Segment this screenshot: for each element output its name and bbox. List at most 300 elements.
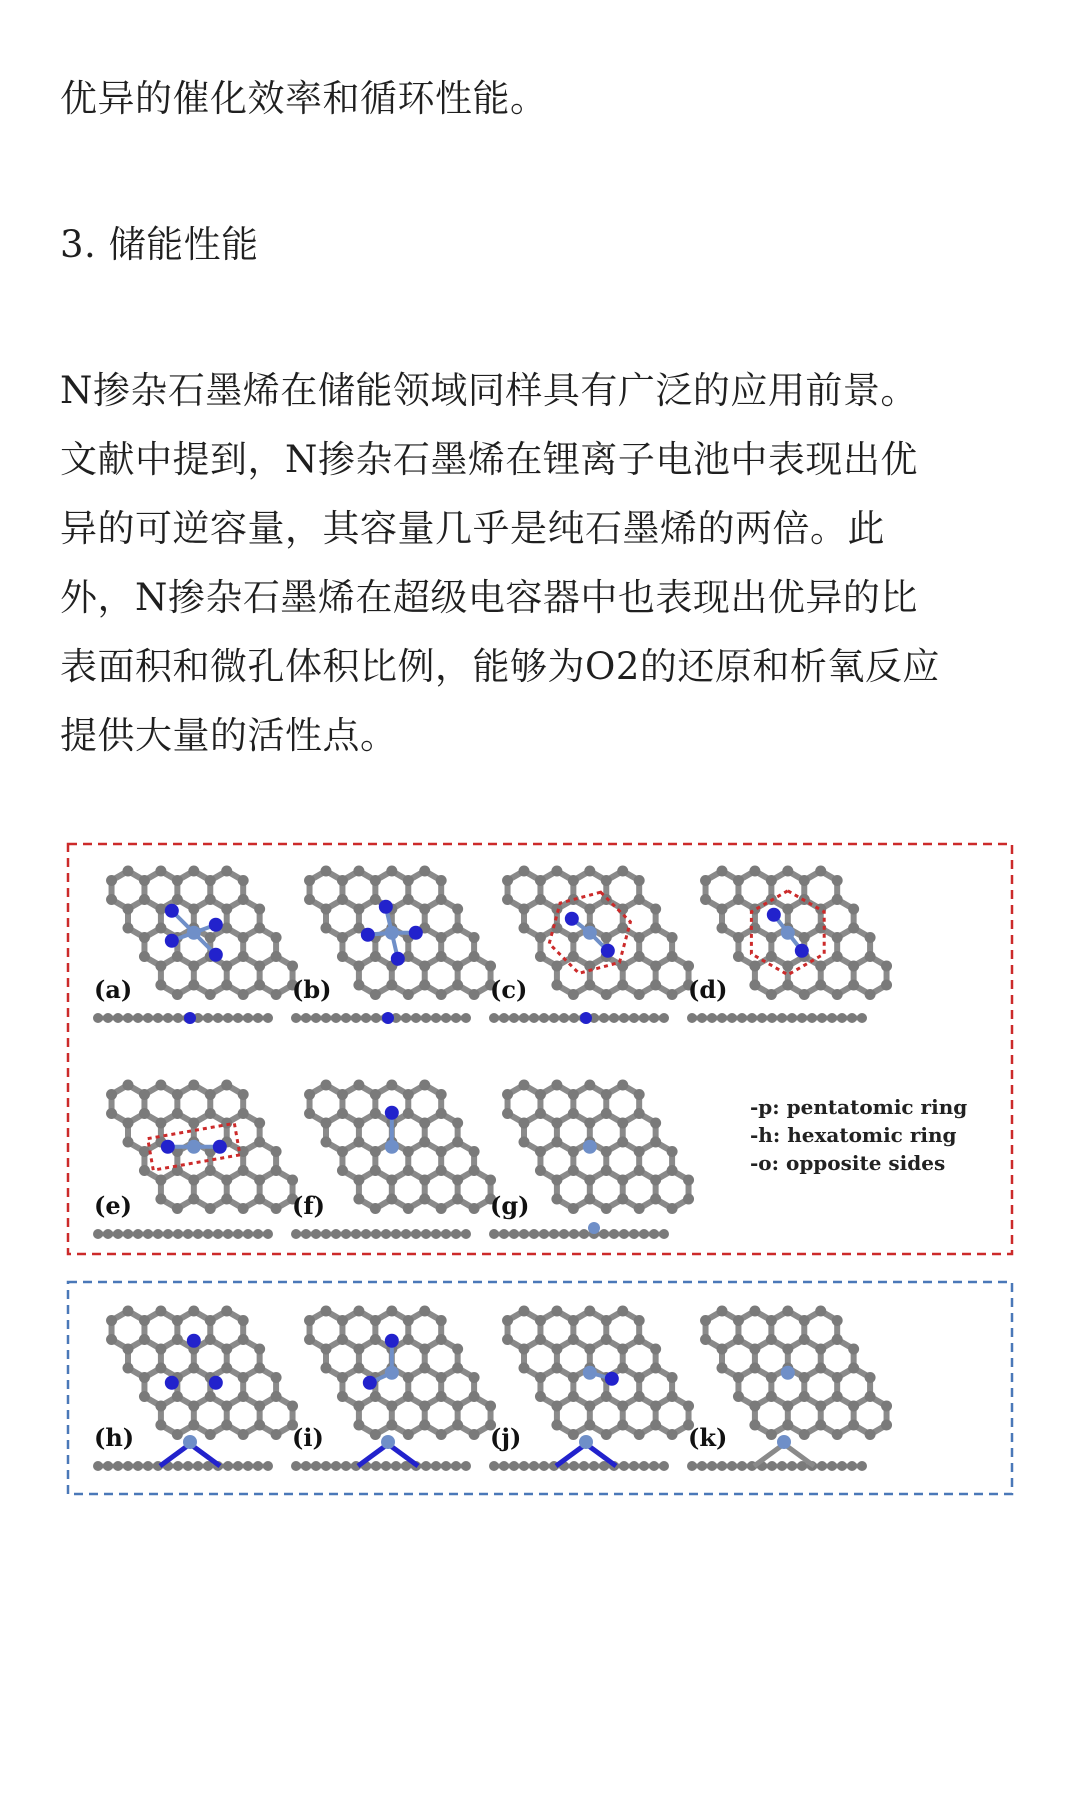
carbon-atom [386, 1306, 397, 1317]
carbon-atom [403, 1334, 414, 1345]
carbon-atom [667, 1391, 678, 1402]
carbon-atom [337, 1089, 348, 1100]
carbon-atom [370, 1108, 381, 1119]
carbon-atom [205, 1429, 216, 1440]
side-view-atom [193, 1229, 203, 1239]
side-view-atom [707, 1013, 717, 1023]
carbon-atom [617, 1194, 628, 1205]
side-view-atom [411, 1229, 421, 1239]
carbon-atom [155, 1118, 166, 1129]
side-view-atom [499, 1461, 509, 1471]
carbon-atom [188, 1363, 199, 1374]
nitrogen-atom [165, 904, 179, 918]
carbon-atom [321, 1080, 332, 1091]
carbon-atom [519, 1344, 530, 1355]
carbon-atom [568, 1165, 579, 1176]
carbon-atom [254, 904, 265, 915]
carbon-atom [205, 989, 216, 1000]
carbon-atom [139, 1315, 150, 1326]
carbon-atom [749, 1401, 760, 1412]
carbon-atom [601, 1429, 612, 1440]
carbon-atom [584, 1118, 595, 1129]
metal-atom [583, 926, 597, 940]
side-view-atom [609, 1013, 619, 1023]
panel-label: (f) [292, 1191, 326, 1220]
carbon-atom [403, 875, 414, 886]
carbon-atom [749, 1344, 760, 1355]
carbon-atom [650, 1118, 661, 1129]
nitrogen-atom [385, 1334, 399, 1348]
carbon-atom [733, 875, 744, 886]
structure-panel [489, 1306, 694, 1472]
side-view-atom [659, 1013, 669, 1023]
carbon-atom [502, 1334, 513, 1345]
side-view-atom [163, 1013, 173, 1023]
carbon-atom [353, 1363, 364, 1374]
carbon-atom [535, 875, 546, 886]
carbon-atom [601, 1315, 612, 1326]
carbon-atom [766, 951, 777, 962]
carbon-atom [254, 980, 265, 991]
carbon-atom [782, 961, 793, 972]
metal-atom [385, 1140, 399, 1154]
carbon-atom [221, 1118, 232, 1129]
carbon-atom [535, 1334, 546, 1345]
carbon-atom [172, 1203, 183, 1214]
carbon-atom [370, 1391, 381, 1402]
carbon-atom [353, 1175, 364, 1186]
carbon-atom [700, 1315, 711, 1326]
side-view-atom [341, 1461, 351, 1471]
nitrogen-atom [361, 928, 375, 942]
side-view-atom [717, 1013, 727, 1023]
carbon-atom [469, 1165, 480, 1176]
carbon-atom [568, 951, 579, 962]
panel-label: (b) [292, 975, 332, 1004]
side-view-atom [451, 1013, 461, 1023]
carbon-atom [436, 894, 447, 905]
side-view-atom [539, 1229, 549, 1239]
nitrogen-atom [161, 1140, 175, 1154]
metal-atom [385, 1366, 399, 1380]
carbon-atom [436, 1334, 447, 1345]
carbon-atom [106, 1315, 117, 1326]
carbon-atom [650, 923, 661, 934]
carbon-atom [832, 1334, 843, 1345]
figure-svg [60, 836, 1020, 1616]
side-view-atom [163, 1229, 173, 1239]
carbon-atom [551, 1080, 562, 1091]
side-view-atom [123, 1013, 133, 1023]
carbon-atom [172, 894, 183, 905]
carbon-atom [370, 1315, 381, 1326]
side-view-atom [263, 1013, 273, 1023]
carbon-atom [304, 1089, 315, 1100]
carbon-atom [419, 980, 430, 991]
carbon-atom [782, 980, 793, 991]
carbon-atom [568, 989, 579, 1000]
carbon-atom [155, 1420, 166, 1431]
carbon-atom [386, 1420, 397, 1431]
carbon-atom [617, 1137, 628, 1148]
carbon-atom [717, 1344, 728, 1355]
carbon-atom [353, 1344, 364, 1355]
carbon-atom [650, 904, 661, 915]
structure-panel [489, 1080, 694, 1240]
side-view-atom [253, 1229, 263, 1239]
carbon-atom [221, 1420, 232, 1431]
side-view-atom [103, 1229, 113, 1239]
side-view-atom [93, 1461, 103, 1471]
carbon-atom [337, 1146, 348, 1157]
carbon-atom [353, 1194, 364, 1205]
carbon-atom [551, 1137, 562, 1148]
carbon-atom [155, 1175, 166, 1186]
carbon-atom [370, 1334, 381, 1345]
side-view-atom [431, 1013, 441, 1023]
structure-panel [687, 1306, 892, 1472]
carbon-atom [403, 1165, 414, 1176]
side-view-atom [837, 1461, 847, 1471]
carbon-atom [766, 1372, 777, 1383]
carbon-atom [337, 1391, 348, 1402]
legend-item-p: -p: pentatomic ring [750, 1095, 968, 1119]
carbon-atom [650, 1363, 661, 1374]
side-view-atom [421, 1461, 431, 1471]
carbon-atom [865, 932, 876, 943]
carbon-atom [683, 1175, 694, 1186]
carbon-atom [238, 1203, 249, 1214]
side-view-atom [697, 1013, 707, 1023]
carbon-atom [634, 1334, 645, 1345]
carbon-atom [238, 1165, 249, 1176]
carbon-atom [634, 951, 645, 962]
side-view-atom [827, 1013, 837, 1023]
side-view-atom [757, 1013, 767, 1023]
side-view-atom [263, 1461, 273, 1471]
carbon-atom [634, 894, 645, 905]
carbon-atom [634, 1315, 645, 1326]
carbon-atom [155, 1306, 166, 1317]
structure-panel [291, 1080, 496, 1240]
side-view-atom [767, 1461, 777, 1471]
side-view-atom [143, 1229, 153, 1239]
carbon-atom [519, 1137, 530, 1148]
carbon-atom [782, 1420, 793, 1431]
carbon-atom [419, 1306, 430, 1317]
carbon-atom [419, 1137, 430, 1148]
metal-atom [781, 1366, 795, 1380]
side-view-atom [797, 1013, 807, 1023]
carbon-atom [865, 1372, 876, 1383]
carbon-atom [337, 1108, 348, 1119]
carbon-atom [848, 980, 859, 991]
carbon-atom [617, 866, 628, 877]
carbon-atom [436, 1203, 447, 1214]
carbon-atom [139, 894, 150, 905]
carbon-atom [601, 1165, 612, 1176]
carbon-atom [321, 1137, 332, 1148]
side-view-atom [361, 1229, 371, 1239]
carbon-atom [254, 961, 265, 972]
carbon-atom [123, 866, 134, 877]
carbon-atom [419, 1175, 430, 1186]
carbon-atom [848, 1344, 859, 1355]
body-paragraph [60, 356, 1020, 770]
structure-panel [93, 1080, 298, 1240]
carbon-atom [370, 1089, 381, 1100]
side-view-atom [659, 1461, 669, 1471]
side-view-atom [301, 1013, 311, 1023]
carbon-atom [881, 980, 892, 991]
side-view-atom [193, 1461, 203, 1471]
nitrogen-atom [209, 918, 223, 932]
carbon-atom [717, 866, 728, 877]
carbon-atom [766, 1315, 777, 1326]
carbon-atom [535, 1391, 546, 1402]
side-view-atom [431, 1229, 441, 1239]
carbon-atom [568, 1429, 579, 1440]
nitrogen-atom [601, 944, 615, 958]
carbon-atom [865, 1429, 876, 1440]
carbon-atom [188, 904, 199, 915]
carbon-atom [403, 1089, 414, 1100]
side-view-atom [133, 1461, 143, 1471]
carbon-atom [584, 904, 595, 915]
side-view-atom [499, 1229, 509, 1239]
side-view-atom [441, 1461, 451, 1471]
carbon-atom [452, 1118, 463, 1129]
carbon-atom [205, 1334, 216, 1345]
carbon-atom [551, 961, 562, 972]
carbon-atom [304, 894, 315, 905]
carbon-atom [733, 951, 744, 962]
carbon-atom [386, 1401, 397, 1412]
structure-panel [687, 866, 892, 1024]
side-view-atom [203, 1013, 213, 1023]
carbon-atom [766, 1429, 777, 1440]
carbon-atom [617, 1080, 628, 1091]
carbon-atom [469, 951, 480, 962]
carbon-atom [766, 875, 777, 886]
carbon-atom [238, 1089, 249, 1100]
side-view-atom [569, 1229, 579, 1239]
carbon-atom [386, 866, 397, 877]
carbon-atom [221, 980, 232, 991]
carbon-atom [799, 1334, 810, 1345]
panel-label: (c) [490, 975, 528, 1004]
carbon-atom [667, 951, 678, 962]
paragraph-line: N掺杂石墨烯在储能领域同样具有广泛的应用前景。 [60, 369, 918, 412]
carbon-atom [766, 1334, 777, 1345]
carbon-atom [337, 1372, 348, 1383]
carbon-atom [799, 875, 810, 886]
carbon-atom [799, 932, 810, 943]
carbon-atom [155, 961, 166, 972]
carbon-atom [568, 1089, 579, 1100]
side-view-atom [103, 1013, 113, 1023]
carbon-atom [188, 1175, 199, 1186]
carbon-atom [700, 894, 711, 905]
carbon-atom [617, 1306, 628, 1317]
carbon-atom [584, 866, 595, 877]
carbon-atom [452, 961, 463, 972]
carbon-atom [238, 894, 249, 905]
metal-atom [781, 926, 795, 940]
side-view-atom [123, 1461, 133, 1471]
side-view-atom [777, 1013, 787, 1023]
side-view-atom [579, 1229, 589, 1239]
side-view-atom [629, 1461, 639, 1471]
carbon-atom [469, 1146, 480, 1157]
carbon-atom [617, 1344, 628, 1355]
side-view-atom [539, 1013, 549, 1023]
carbon-atom [667, 1372, 678, 1383]
carbon-atom [815, 1363, 826, 1374]
carbon-atom [419, 1401, 430, 1412]
carbon-atom [139, 1165, 150, 1176]
side-view-atom [143, 1013, 153, 1023]
side-view-atom [143, 1461, 153, 1471]
carbon-atom [749, 1420, 760, 1431]
side-view-atom [401, 1013, 411, 1023]
carbon-atom [139, 1334, 150, 1345]
carbon-atom [452, 1401, 463, 1412]
carbon-atom [436, 1391, 447, 1402]
side-view-metal [777, 1435, 791, 1449]
carbon-atom [254, 923, 265, 934]
carbon-atom [254, 1137, 265, 1148]
carbon-atom [502, 894, 513, 905]
carbon-atom [601, 1203, 612, 1214]
carbon-atom [634, 1089, 645, 1100]
side-view-atom [331, 1229, 341, 1239]
carbon-atom [436, 932, 447, 943]
side-view-atom [431, 1461, 441, 1471]
panel-label: (i) [292, 1423, 324, 1452]
carbon-atom [568, 1203, 579, 1214]
carbon-atom [568, 1315, 579, 1326]
side-view-atom [123, 1229, 133, 1239]
side-view-atom [619, 1013, 629, 1023]
carbon-atom [551, 1175, 562, 1186]
side-view-atom [233, 1461, 243, 1471]
side-view-atom [301, 1229, 311, 1239]
carbon-atom [799, 1429, 810, 1440]
carbon-atom [370, 951, 381, 962]
carbon-atom [452, 1420, 463, 1431]
side-view-atom [519, 1013, 529, 1023]
nitrogen-atom [209, 1376, 223, 1390]
carbon-atom [353, 1401, 364, 1412]
carbon-atom [238, 1108, 249, 1119]
carbon-atom [535, 1108, 546, 1119]
side-view-atom [183, 1229, 193, 1239]
carbon-atom [353, 1420, 364, 1431]
carbon-atom [337, 894, 348, 905]
carbon-atom [123, 1363, 134, 1374]
carbon-atom [667, 1203, 678, 1214]
carbon-atom [502, 1315, 513, 1326]
carbon-atom [139, 1108, 150, 1119]
carbon-atom [650, 1344, 661, 1355]
carbon-atom [123, 1118, 134, 1129]
structure-panel [291, 1306, 496, 1472]
carbon-atom [386, 1080, 397, 1091]
carbon-atom [238, 951, 249, 962]
carbon-atom [370, 1429, 381, 1440]
carbon-atom [172, 1108, 183, 1119]
carbon-atom [271, 951, 282, 962]
carbon-atom [832, 932, 843, 943]
side-view-atom [381, 1461, 391, 1471]
carbon-atom [353, 1080, 364, 1091]
carbon-atom [865, 1391, 876, 1402]
side-view-atom [461, 1229, 471, 1239]
carbon-atom [419, 961, 430, 972]
side-view-atom [687, 1461, 697, 1471]
side-view-atom [461, 1013, 471, 1023]
carbon-atom [634, 1108, 645, 1119]
carbon-atom [238, 989, 249, 1000]
carbon-atom [568, 1108, 579, 1119]
carbon-atom [683, 1401, 694, 1412]
carbon-atom [403, 1108, 414, 1119]
carbon-atom [650, 1420, 661, 1431]
carbon-atom [238, 875, 249, 886]
side-view-atom [411, 1013, 421, 1023]
carbon-atom [568, 1372, 579, 1383]
carbon-atom [584, 1420, 595, 1431]
panel-label: (j) [490, 1423, 522, 1452]
side-view-atom [391, 1229, 401, 1239]
carbon-atom [370, 1203, 381, 1214]
side-view-atom [361, 1013, 371, 1023]
carbon-atom [172, 1334, 183, 1345]
side-view-atom [113, 1013, 123, 1023]
carbon-atom [419, 1118, 430, 1129]
carbon-atom [782, 1306, 793, 1317]
carbon-atom [535, 1146, 546, 1157]
side-view-atom [559, 1229, 569, 1239]
side-view-atom [529, 1013, 539, 1023]
carbon-atom [584, 1194, 595, 1205]
carbon-atom [287, 961, 298, 972]
carbon-atom [568, 875, 579, 886]
side-view-atom [331, 1461, 341, 1471]
carbon-atom [337, 1334, 348, 1345]
legend-item-h: -h: hexatomic ring [750, 1123, 957, 1147]
carbon-atom [634, 875, 645, 886]
side-view-atom [639, 1461, 649, 1471]
side-view-atom [599, 1013, 609, 1023]
carbon-atom [634, 1429, 645, 1440]
carbon-atom [436, 951, 447, 962]
carbon-atom [601, 875, 612, 886]
carbon-atom [188, 1420, 199, 1431]
carbon-atom [832, 1372, 843, 1383]
carbon-atom [123, 923, 134, 934]
side-view-atom [441, 1013, 451, 1023]
side-view-atom [747, 1013, 757, 1023]
carbon-atom [221, 1344, 232, 1355]
carbon-atom [403, 1391, 414, 1402]
carbon-atom [370, 1165, 381, 1176]
carbon-atom [568, 932, 579, 943]
carbon-atom [519, 866, 530, 877]
side-view-atom [727, 1461, 737, 1471]
side-view-atom [639, 1229, 649, 1239]
